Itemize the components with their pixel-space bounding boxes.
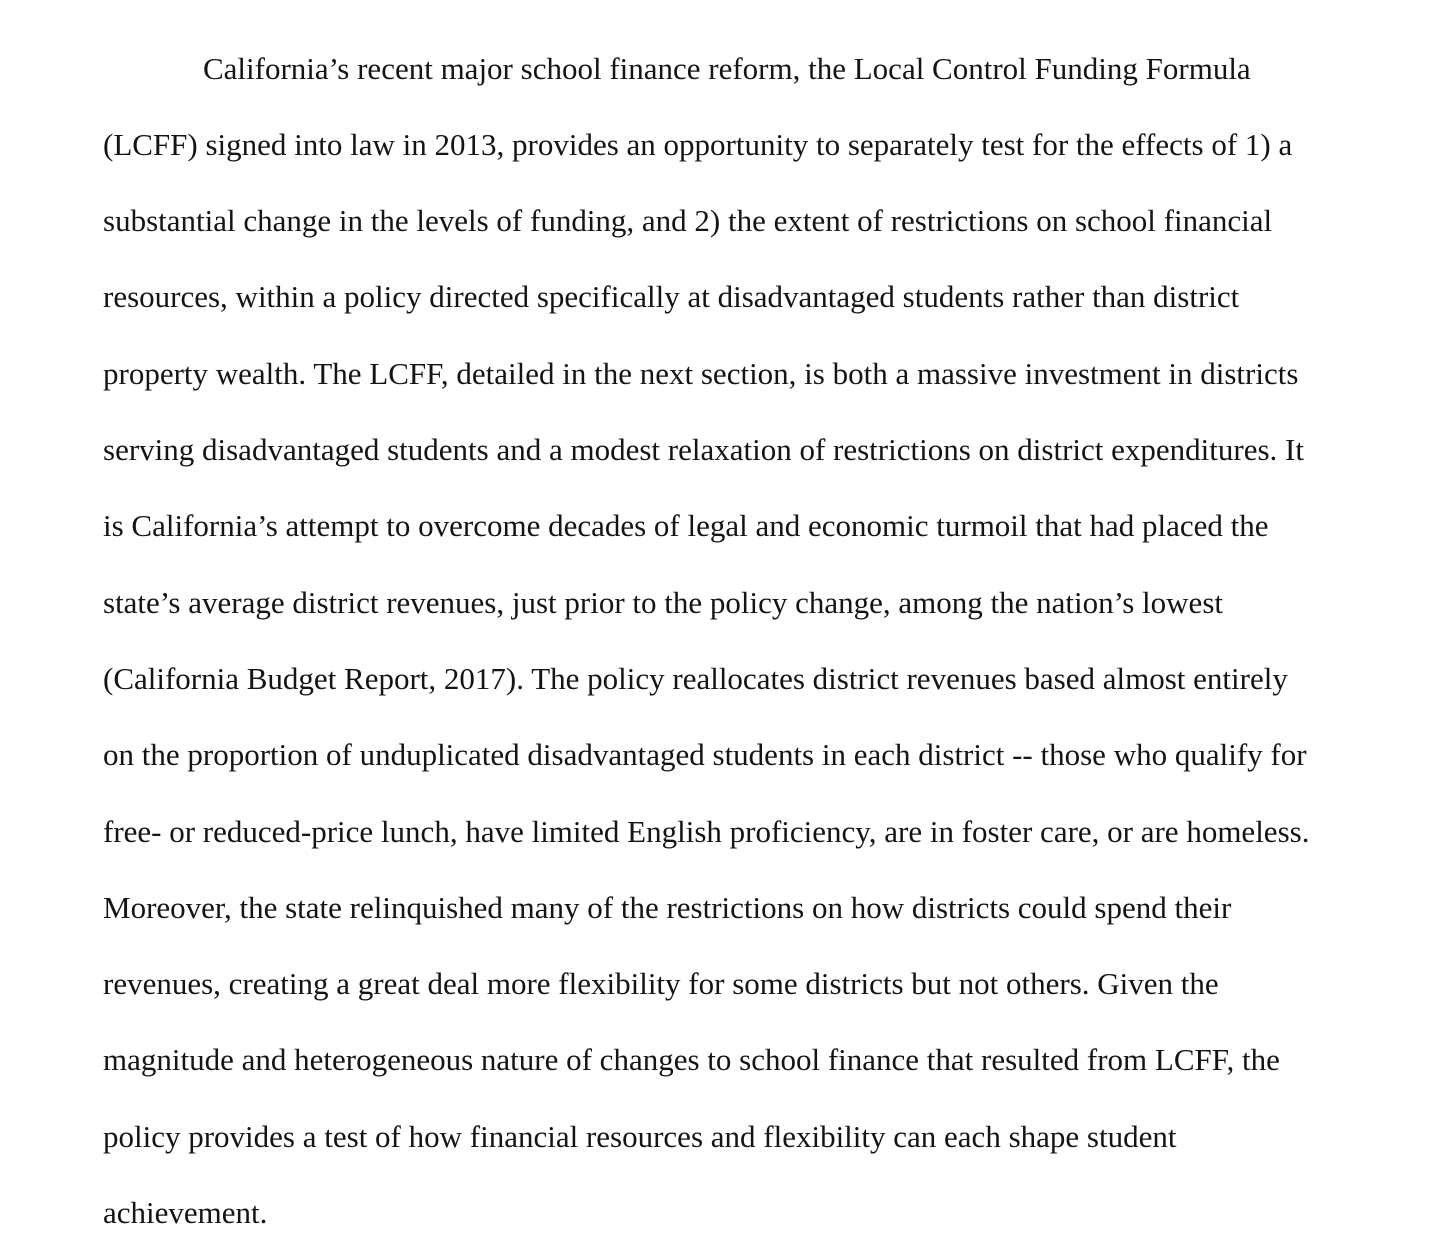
paragraph-line: (California Budget Report, 2017). The policy reallocates district revenues based almost entirely xyxy=(103,661,1288,696)
paragraph-line: California’s recent major school finance reform, the Local Control Funding Formula xyxy=(203,51,1251,86)
paragraph-line: magnitude and heterogeneous nature of changes to school finance that resulted from LCFF, the xyxy=(103,1042,1280,1077)
paragraph-line: resources, within a policy directed specifically at disadvantaged students rather than district xyxy=(103,279,1240,314)
paragraph-line: revenues, creating a great deal more flexibility for some districts but not others. Given the xyxy=(103,966,1219,1001)
paragraph-line: free- or reduced-price lunch, have limited English proficiency, are in foster care, or are homeless. xyxy=(103,814,1310,849)
paragraph-line: achievement. xyxy=(103,1195,268,1230)
paragraph-line: (LCFF) signed into law in 2013, provides an opportunity to separately test for the effects of 1) a xyxy=(103,127,1293,162)
paragraph-line: serving disadvantaged students and a modest relaxation of restrictions on district expenditures. It xyxy=(103,432,1304,467)
paragraph-line: policy provides a test of how financial resources and flexibility can each shape student xyxy=(103,1119,1177,1154)
paragraph-line: is California’s attempt to overcome decades of legal and economic turmoil that had placed the xyxy=(103,508,1269,543)
paragraph-line: state’s average district revenues, just prior to the policy change, among the nation’s lowest xyxy=(103,585,1223,620)
paragraph-line: substantial change in the levels of funding, and 2) the extent of restrictions on school financial xyxy=(103,203,1273,238)
paragraph-line: Moreover, the state relinquished many of the restrictions on how districts could spend their xyxy=(103,890,1232,925)
paragraph-line: property wealth. The LCFF, detailed in the next section, is both a massive investment in districts xyxy=(103,356,1299,391)
paragraph-line: on the proportion of unduplicated disadvantaged students in each district -- those who qualify for xyxy=(103,737,1307,772)
